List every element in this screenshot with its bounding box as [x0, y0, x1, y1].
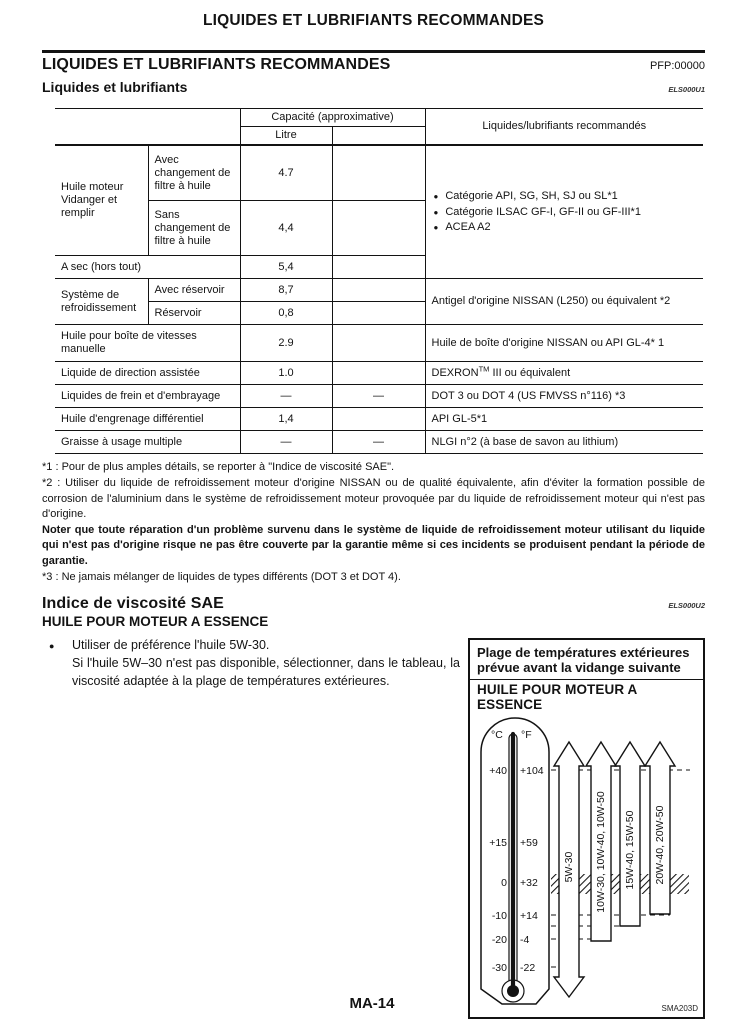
table-row: [55, 279, 703, 302]
tick-label: -20: [491, 934, 507, 947]
advice-line-2: Si l'huile 5W–30 n'est pas disponible, sélectionner, dans le tableau, la viscosité adaptée à la plage de températures extérieures.: [72, 656, 460, 688]
table-row: [55, 145, 703, 201]
bullet-icon: ●: [433, 223, 439, 233]
cell-differential-recommended: API GL-5*1: [425, 408, 703, 431]
recommend-text: ACEA A2: [445, 221, 491, 234]
arrow-label-20w: 20W-40, 20W-50: [654, 805, 666, 885]
tick-label: -10: [491, 910, 507, 923]
table-row: [55, 362, 703, 385]
dexron-text: DEXRON: [431, 366, 479, 379]
cell-cooling-recommended: Antigel d'origine NISSAN (L250) ou équivalent *2: [425, 279, 703, 325]
dexron-suffix: III ou équivalent: [489, 366, 571, 379]
viscosity-row: [42, 637, 705, 1019]
cell-with-filter-value: 4.7: [240, 145, 332, 201]
figure-code: SMA203D: [661, 1004, 698, 1014]
cell-brake-label: Liquides de frein et d'embrayage: [55, 385, 240, 408]
cell-without-filter-label: Sans changement de filtre à huile: [148, 201, 240, 256]
cell-steering-label: Liquide de direction assistée: [55, 362, 240, 385]
header-recommended: Liquides/lubrifiants recommandés: [425, 109, 703, 146]
arrow-label-10w: 10W-30, 10W-40, 10W-50: [595, 791, 607, 913]
header-litre: Litre: [240, 127, 332, 146]
recommend-item: [432, 221, 698, 234]
header-unit-blank: [332, 127, 425, 146]
cell-blank: [332, 325, 425, 362]
cell-brake-value2: —: [332, 385, 425, 408]
warranty-note: Noter que toute réparation d'un problème survenu dans le système de liquide de refroidissement moteur utilisant du liquide qui n'est pas d'origine risque ne pas être couverte par la garantie même si ces incidents se produisent pendant la période de garantie.: [42, 523, 705, 568]
cell-reservoir-value: 0,8: [240, 302, 332, 325]
section2-header: [42, 595, 705, 613]
table-row: [55, 408, 703, 431]
cell-cooling-label: Système de refroidissement: [55, 279, 148, 325]
recommend-text: Catégorie ILSAC GF-I, GF-II ou GF-III*1: [445, 205, 641, 218]
tick-label: -4: [520, 934, 530, 947]
tick-label: 0: [501, 877, 507, 890]
arrow-label-5w30: 5W-30: [563, 851, 575, 883]
cell-blank: [332, 145, 425, 201]
cell-with-filter-label: Avec changement de filtre à huile: [148, 145, 240, 201]
cell-blank: [332, 201, 425, 256]
tick-label: +32: [520, 877, 538, 890]
tick-label: +104: [520, 765, 544, 778]
cell-grease-value2: —: [332, 431, 425, 454]
pfp-code: PFP:00000: [649, 60, 705, 72]
cell-without-filter-value: 4,4: [240, 201, 332, 256]
section2-title: Indice de viscosité SAE: [42, 595, 224, 613]
recommend-item: [432, 206, 698, 219]
viscosity-diagram-box: [468, 638, 705, 1019]
header-blank-cell: [55, 109, 240, 146]
tick-label: +14: [520, 910, 538, 923]
cell-differential-value: 1,4: [240, 408, 332, 431]
cell-blank: [332, 362, 425, 385]
diagram-rule: [470, 679, 703, 681]
tick-label: +15: [489, 837, 507, 850]
els-code-2: ELS000U2: [668, 601, 705, 611]
footnote-1: *1 : Pour de plus amples détails, se reporter à "Indice de viscosité SAE".: [42, 461, 395, 474]
recommend-text: Catégorie API, SG, SH, SJ ou SL*1: [445, 190, 618, 203]
footnote-3: *3 : Ne jamais mélanger de liquides de types différents (DOT 3 et DOT 4).: [42, 570, 401, 583]
cell-gearbox-label: Huile pour boîte de vitesses manuelle: [55, 325, 240, 362]
cell-reservoir-label: Réservoir: [148, 302, 240, 325]
table-row: [55, 431, 703, 454]
cell-grease-recommended: NLGI n°2 (à base de savon au lithium): [425, 431, 703, 454]
section2-subtitle: HUILE POUR MOTEUR A ESSENCE: [42, 614, 269, 630]
cell-differential-label: Huile d'engrenage différentiel: [55, 408, 240, 431]
celsius-header: °C: [491, 729, 503, 742]
diagram-subtitle: HUILE POUR MOTEUR A ESSENCE: [477, 682, 637, 713]
fahrenheit-header: °F: [521, 729, 532, 742]
tick-label: -30: [491, 962, 507, 975]
els-code-1: ELS000U1: [668, 85, 705, 94]
page-header-title: LIQUIDES ET LUBRIFIANTS RECOMMANDES: [202, 12, 545, 29]
advice-line-1: Utiliser de préférence l'huile 5W-30.: [72, 638, 270, 653]
section1-title: LIQUIDES ET LUBRIFIANTS RECOMMANDES: [42, 56, 391, 73]
cell-steering-recommended: [425, 362, 703, 385]
arrow-label-15w: 15W-40, 15W-50: [624, 810, 636, 890]
tick-label: +40: [489, 765, 507, 778]
tick-label: -22: [520, 962, 536, 975]
section-divider-rule: [42, 50, 705, 53]
section1-header: [42, 56, 705, 74]
cell-dry-label: A sec (hors tout): [55, 256, 240, 279]
table-row: [55, 325, 703, 362]
cell-dry-value: 5,4: [240, 256, 332, 279]
footnote-2: *2 : Utiliser du liquide de refroidissement moteur d'origine NISSAN ou de qualité équivalente, afin d'éviter la formation possible de corrosion de l'aluminium dans le système de refroidissement moteur provoquée par du liquide de refroidissement moteur qui n'est pas d'origine.: [42, 476, 705, 521]
cell-engine-oil-recommended: [425, 145, 703, 279]
footnotes: [42, 460, 705, 585]
cell-grease-value1: —: [240, 431, 332, 454]
fluids-table: [55, 108, 703, 454]
bullet-icon: ●: [433, 192, 439, 202]
section1-subtitle: Liquides et lubrifiants: [42, 79, 188, 95]
diagram-title-line1: Plage de températures extérieures: [477, 645, 690, 661]
section1-subheader: [42, 79, 705, 95]
cell-brake-value1: —: [240, 385, 332, 408]
table-row: [55, 385, 703, 408]
cell-with-reservoir-value: 8,7: [240, 279, 332, 302]
bullet-icon: ●: [433, 207, 439, 217]
tick-label: +59: [520, 837, 538, 850]
cell-blank: [332, 408, 425, 431]
table-header-row-1: [55, 109, 703, 127]
cell-gearbox-value: 2.9: [240, 325, 332, 362]
cell-blank: [332, 279, 425, 302]
diagram-title-line2: prévue avant la vidange suivante: [477, 660, 681, 676]
cell-steering-value: 1.0: [240, 362, 332, 385]
page-number: MA-14: [349, 995, 395, 1012]
viscosity-advice: [42, 637, 460, 690]
cell-blank: [332, 302, 425, 325]
trademark-sup: TM: [478, 364, 490, 374]
header-capacity: Capacité (approximative): [240, 109, 425, 127]
cell-gearbox-recommended: Huile de boîte d'origine NISSAN ou API GL-4* 1: [425, 325, 703, 362]
cell-with-reservoir-label: Avec réservoir: [148, 279, 240, 302]
section2: [42, 595, 705, 1019]
cell-blank: [332, 256, 425, 279]
cell-grease-label: Graisse à usage multiple: [55, 431, 240, 454]
viscosity-chart: [477, 712, 698, 1010]
bullet-icon: ●: [49, 641, 55, 652]
cell-brake-recommended: DOT 3 ou DOT 4 (US FMVSS n°116) *3: [425, 385, 703, 408]
cell-engine-oil-label: Huile moteur Vidanger et remplir: [55, 145, 148, 256]
recommend-item: [432, 190, 698, 203]
